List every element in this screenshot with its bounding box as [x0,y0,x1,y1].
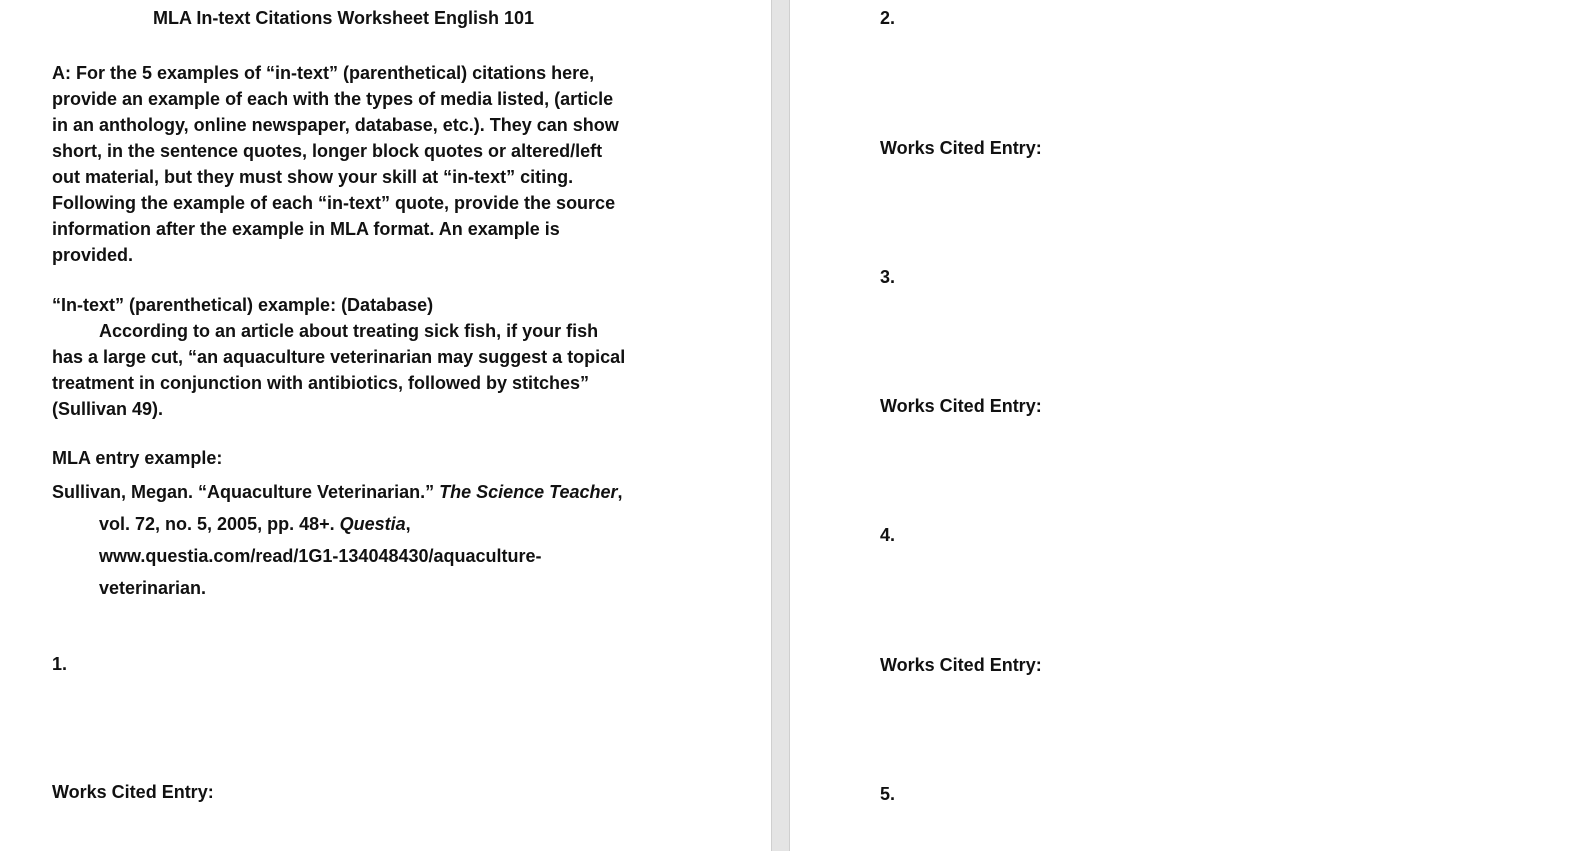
text: vol. 72, no. 5, 2005, pp. 48+. [99,514,340,534]
example-block [52,292,625,422]
example-heading: “In-text” (parenthetical) example: (Database) [52,295,434,315]
works-cited-label-1: Works Cited Entry: [52,782,214,802]
text-line: out material, but they must show your skill at “in-text” citing. [52,167,574,187]
mla-heading: MLA entry example: [52,448,223,468]
text-line: in an anthology, online newspaper, database, etc.). They can show [52,115,619,135]
document-title: MLA In-text Citations Worksheet English 101 [153,8,535,28]
text-line: www.questia.com/read/1G1-134048430/aquaculture- [99,546,542,566]
page-gutter [771,0,790,851]
item-number-5: 5. [880,784,896,804]
text-line: veterinarian. [99,578,207,598]
item-number-4: 4. [880,525,896,545]
text-line: short, in the sentence quotes, longer block quotes or altered/left [52,141,603,161]
works-cited-label-3: Works Cited Entry: [880,396,1042,416]
text-line: information after the example in MLA format. An example is [52,219,560,239]
database-title: Questia [339,514,406,534]
journal-title: The Science Teacher [439,482,618,502]
instructions [52,60,619,268]
text-line: provided. [52,245,134,265]
item-number-2: 2. [880,8,896,28]
text: , [617,482,623,502]
text-line: treatment in conjunction with antibiotics, followed by stitches” [52,373,590,393]
text-line: provide an example of each with the types of media listed, (article [52,89,614,109]
text-line: has a large cut, “an aquaculture veterinarian may suggest a topical [52,347,626,367]
works-cited-label-2: Works Cited Entry: [880,138,1042,158]
item-number-1: 1. [52,654,68,674]
mla-entry [52,476,623,604]
item-number-3: 3. [880,267,896,287]
page-right [790,0,1578,851]
text: , [405,514,411,534]
text-line: A: For the 5 examples of “in-text” (parenthetical) citations here, [52,63,595,83]
works-cited-label-4: Works Cited Entry: [880,655,1042,675]
text-line: According to an article about treating sick fish, if your fish [99,321,599,341]
text-line [52,476,623,508]
text-line: Following the example of each “in-text” quote, provide the source [52,193,616,213]
page-left [0,0,771,851]
text: Sullivan, Megan. “Aquaculture Veterinarian.” [52,482,440,502]
text-line: (Sullivan 49). [52,399,164,419]
text-line [52,508,623,540]
